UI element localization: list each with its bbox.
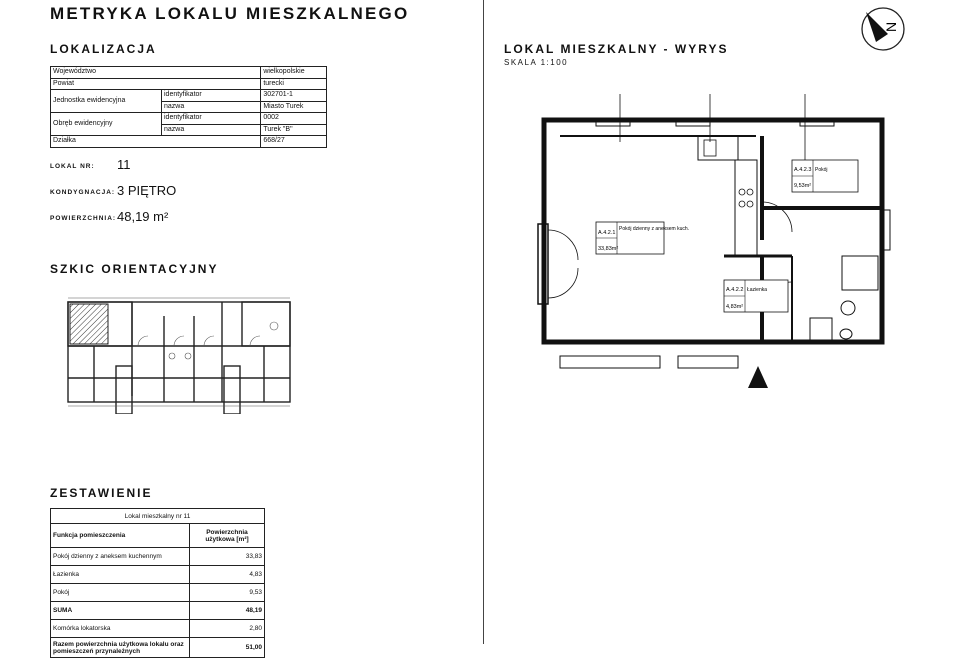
room-2-area: 4,83m² xyxy=(726,304,744,310)
room-1-id: A.4.2.1 xyxy=(598,230,616,236)
lokal-nr-label: LOKAL NR: xyxy=(50,163,95,170)
wojewodztwo-label: Województwo xyxy=(51,67,261,79)
lokal-nr-value: 11 xyxy=(117,157,131,172)
orientation-sketch xyxy=(64,296,294,414)
entrance-arrow-icon xyxy=(748,366,768,388)
jednostka-label: Jednostka ewidencyjna xyxy=(51,90,162,113)
kondygnacja-label: KONDYGNACJA: xyxy=(50,189,116,196)
obreb-name-label: nazwa xyxy=(162,124,261,136)
summary-table-title: Lokal mieszkalny nr 11 xyxy=(51,509,265,524)
summary-row-name: Pokój xyxy=(51,584,190,602)
zestawienie-heading: ZESTAWIENIE xyxy=(50,486,153,500)
plan-heading: LOKAL MIESZKALNY - WYRYS xyxy=(504,42,729,56)
jednostka-id-label: identyfikator xyxy=(162,90,261,102)
wojewodztwo-value: wielkopolskie xyxy=(261,67,327,79)
room-1-name: Pokój dzienny z aneksem kuch. xyxy=(619,226,690,232)
room-3-name: Pokój xyxy=(815,167,828,173)
powierzchnia-value: 48,19 m² xyxy=(117,209,169,224)
summary-sum-name: SUMA xyxy=(51,602,190,620)
jednostka-id-value: 302701-1 xyxy=(261,90,327,102)
room-2-id: A.4.2.2 xyxy=(726,287,744,293)
summary-sum-value: 48,19 xyxy=(190,602,265,620)
obreb-id-value: 0002 xyxy=(261,113,327,125)
szkic-heading: SZKIC ORIENTACYJNY xyxy=(50,262,219,276)
room-3-area: 9,53m² xyxy=(794,183,812,189)
page-divider xyxy=(483,0,484,644)
location-table xyxy=(50,66,327,148)
summary-table xyxy=(50,508,265,658)
powiat-label: Powiat xyxy=(51,78,261,90)
summary-row-value: 33,83 xyxy=(190,548,265,566)
lokalizacja-heading: LOKALIZACJA xyxy=(50,42,157,56)
powiat-value: turecki xyxy=(261,78,327,90)
obreb-label: Obręb ewidencyjny xyxy=(51,113,162,136)
summary-row-name: Komórka lokatorska xyxy=(51,620,190,638)
room-1-area: 33,83m² xyxy=(598,246,619,252)
obreb-name-value: Turek "B" xyxy=(261,124,327,136)
obreb-id-label: identyfikator xyxy=(162,113,261,125)
north-arrow-icon xyxy=(860,2,906,58)
powierzchnia-label: POWIERZCHNIA: xyxy=(50,215,117,222)
summary-total-name: Razem powierzchnia użytkowa lokalu oraz pomieszczeń przynależnych xyxy=(51,638,190,658)
col-area-header: Powierzchnia użytkowa [m²] xyxy=(190,524,265,548)
summary-row-name: Łazienka xyxy=(51,566,190,584)
floor-plan xyxy=(530,90,900,390)
jednostka-name-value: Miasto Turek xyxy=(261,101,327,113)
dzialka-value: 668/27 xyxy=(261,136,327,148)
kondygnacja-value: 3 PIĘTRO xyxy=(117,183,177,198)
north-letter: N xyxy=(883,21,899,32)
page-title: METRYKA LOKALU MIESZKALNEGO xyxy=(50,4,410,23)
summary-row-value: 9,53 xyxy=(190,584,265,602)
plan-scale: SKALA 1:100 xyxy=(504,58,569,67)
summary-row-value: 2,80 xyxy=(190,620,265,638)
summary-row-name: Pokój dzienny z aneksem kuchennym xyxy=(51,548,190,566)
summary-row-value: 4,83 xyxy=(190,566,265,584)
dzialka-label: Działka xyxy=(51,136,261,148)
col-function-header: Funkcja pomieszczenia xyxy=(51,524,190,548)
summary-total-value: 51,00 xyxy=(190,638,265,658)
room-3-id: A.4.2.3 xyxy=(794,167,812,173)
room-2-name: Łazienka xyxy=(747,287,768,293)
jednostka-name-label: nazwa xyxy=(162,101,261,113)
